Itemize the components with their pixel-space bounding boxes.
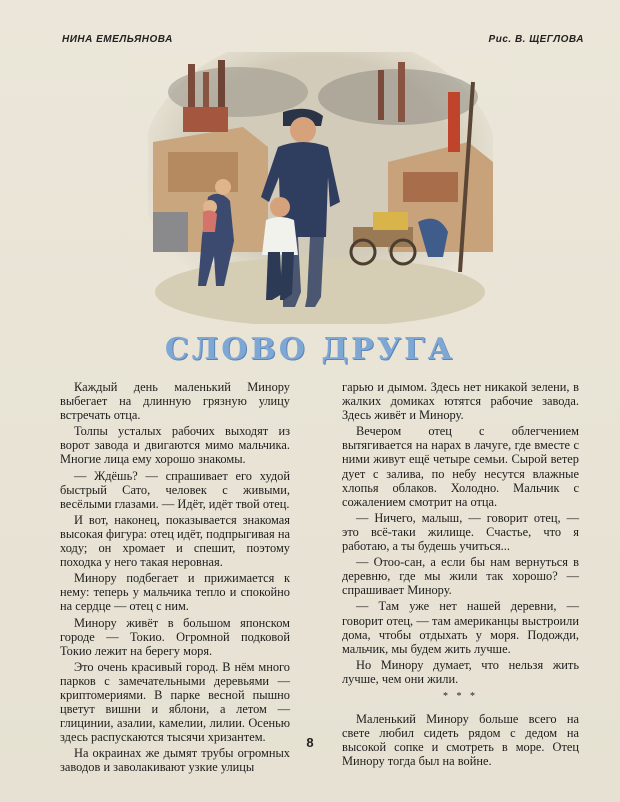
paragraph: Минору подбегает и прижимается к нему: теперь у мальчика тепло и спокойно на сердце — отец с ним.: [60, 571, 290, 614]
page-number: 8: [306, 735, 314, 750]
paragraph: Вечером отец с облегчением вытягивается на нарах в лачуге, где вместе с ними живут ещё четыре семьи. Сырой ветер дует с залива, по небу несутся влажные хлопья облаков. Холодно. Мальчик с сожалением смотрит на отца.: [342, 424, 579, 509]
illustrator-credit: Рис. В. ЩЕГЛОВА: [488, 34, 584, 45]
paragraph: Минору живёт в большом японском городе — Токио. Огромной подковой Токио лежит на берегу моря.: [60, 615, 290, 658]
paragraph: гарью и дымом. Здесь нет никакой зелени, в жалких домиках ютятся рабочие завода. Здесь живёт и Минору.: [342, 380, 579, 423]
paragraph: Это очень красивый город. В нём много парков с замечательными деревьями — криптомериями. В парке весной пышно цветут вишни и яблони, а летом — глицинии, азалии, камелии, лилии. Осенью здесь распускаются тысячи хризантем.: [60, 659, 290, 745]
left-text-column: [60, 380, 290, 775]
paragraph: Толпы усталых рабочих выходят из ворот завода и двигаются мимо мальчика. Многие лица ему хорошо знакомы.: [60, 424, 290, 467]
paragraph: Но Минору думает, что нельзя жить лучше, чем они жили.: [342, 657, 579, 686]
section-separator: * * *: [443, 690, 478, 702]
right-text-column: [342, 380, 579, 768]
paragraph: И вот, наконец, показывается знакомая высокая фигура: отец идёт, подпрыгивая на ходу; он хромает и спешит, поэтому походка у него такая неровная.: [60, 512, 290, 570]
paragraph: Каждый день маленький Минору выбегает на длинную грязную улицу встречать отца.: [60, 380, 290, 423]
paragraph: — Там уже нет нашей деревни, — говорит отец, — там американцы выстроили дома, чтобы отдыхать у моря. Подожди, мальчик, мы будем жить лучше.: [342, 599, 579, 656]
paragraph: Маленький Минору больше всего на свете любил сидеть рядом с дедом на высокой сопке и смотреть в море. Отец Минору тогда был на войне.: [342, 712, 579, 769]
paragraph: — Отоо-сан, а если бы нам вернуться в деревню, где мы жили так хорошо? — спрашивает Минору.: [342, 555, 579, 598]
paragraph: На окраинах же дымят трубы огромных заводов и заволакивают узкие улицы: [60, 746, 290, 775]
author-name: НИНА ЕМЕЛЬЯНОВА: [62, 34, 173, 45]
paragraph: — Ничего, малыш, — говорит отец, — это всё-таки жилище. Счастье, что я работаю, а ты будешь учиться...: [342, 510, 579, 554]
story-illustration: [148, 52, 493, 324]
paragraph: — Ждёшь? — спрашивает его худой быстрый Сато, человек с живыми, весёлыми глазами. — Идёт, идёт твой отец.: [60, 468, 290, 511]
story-title: СЛОВО ДРУГА: [164, 332, 456, 367]
